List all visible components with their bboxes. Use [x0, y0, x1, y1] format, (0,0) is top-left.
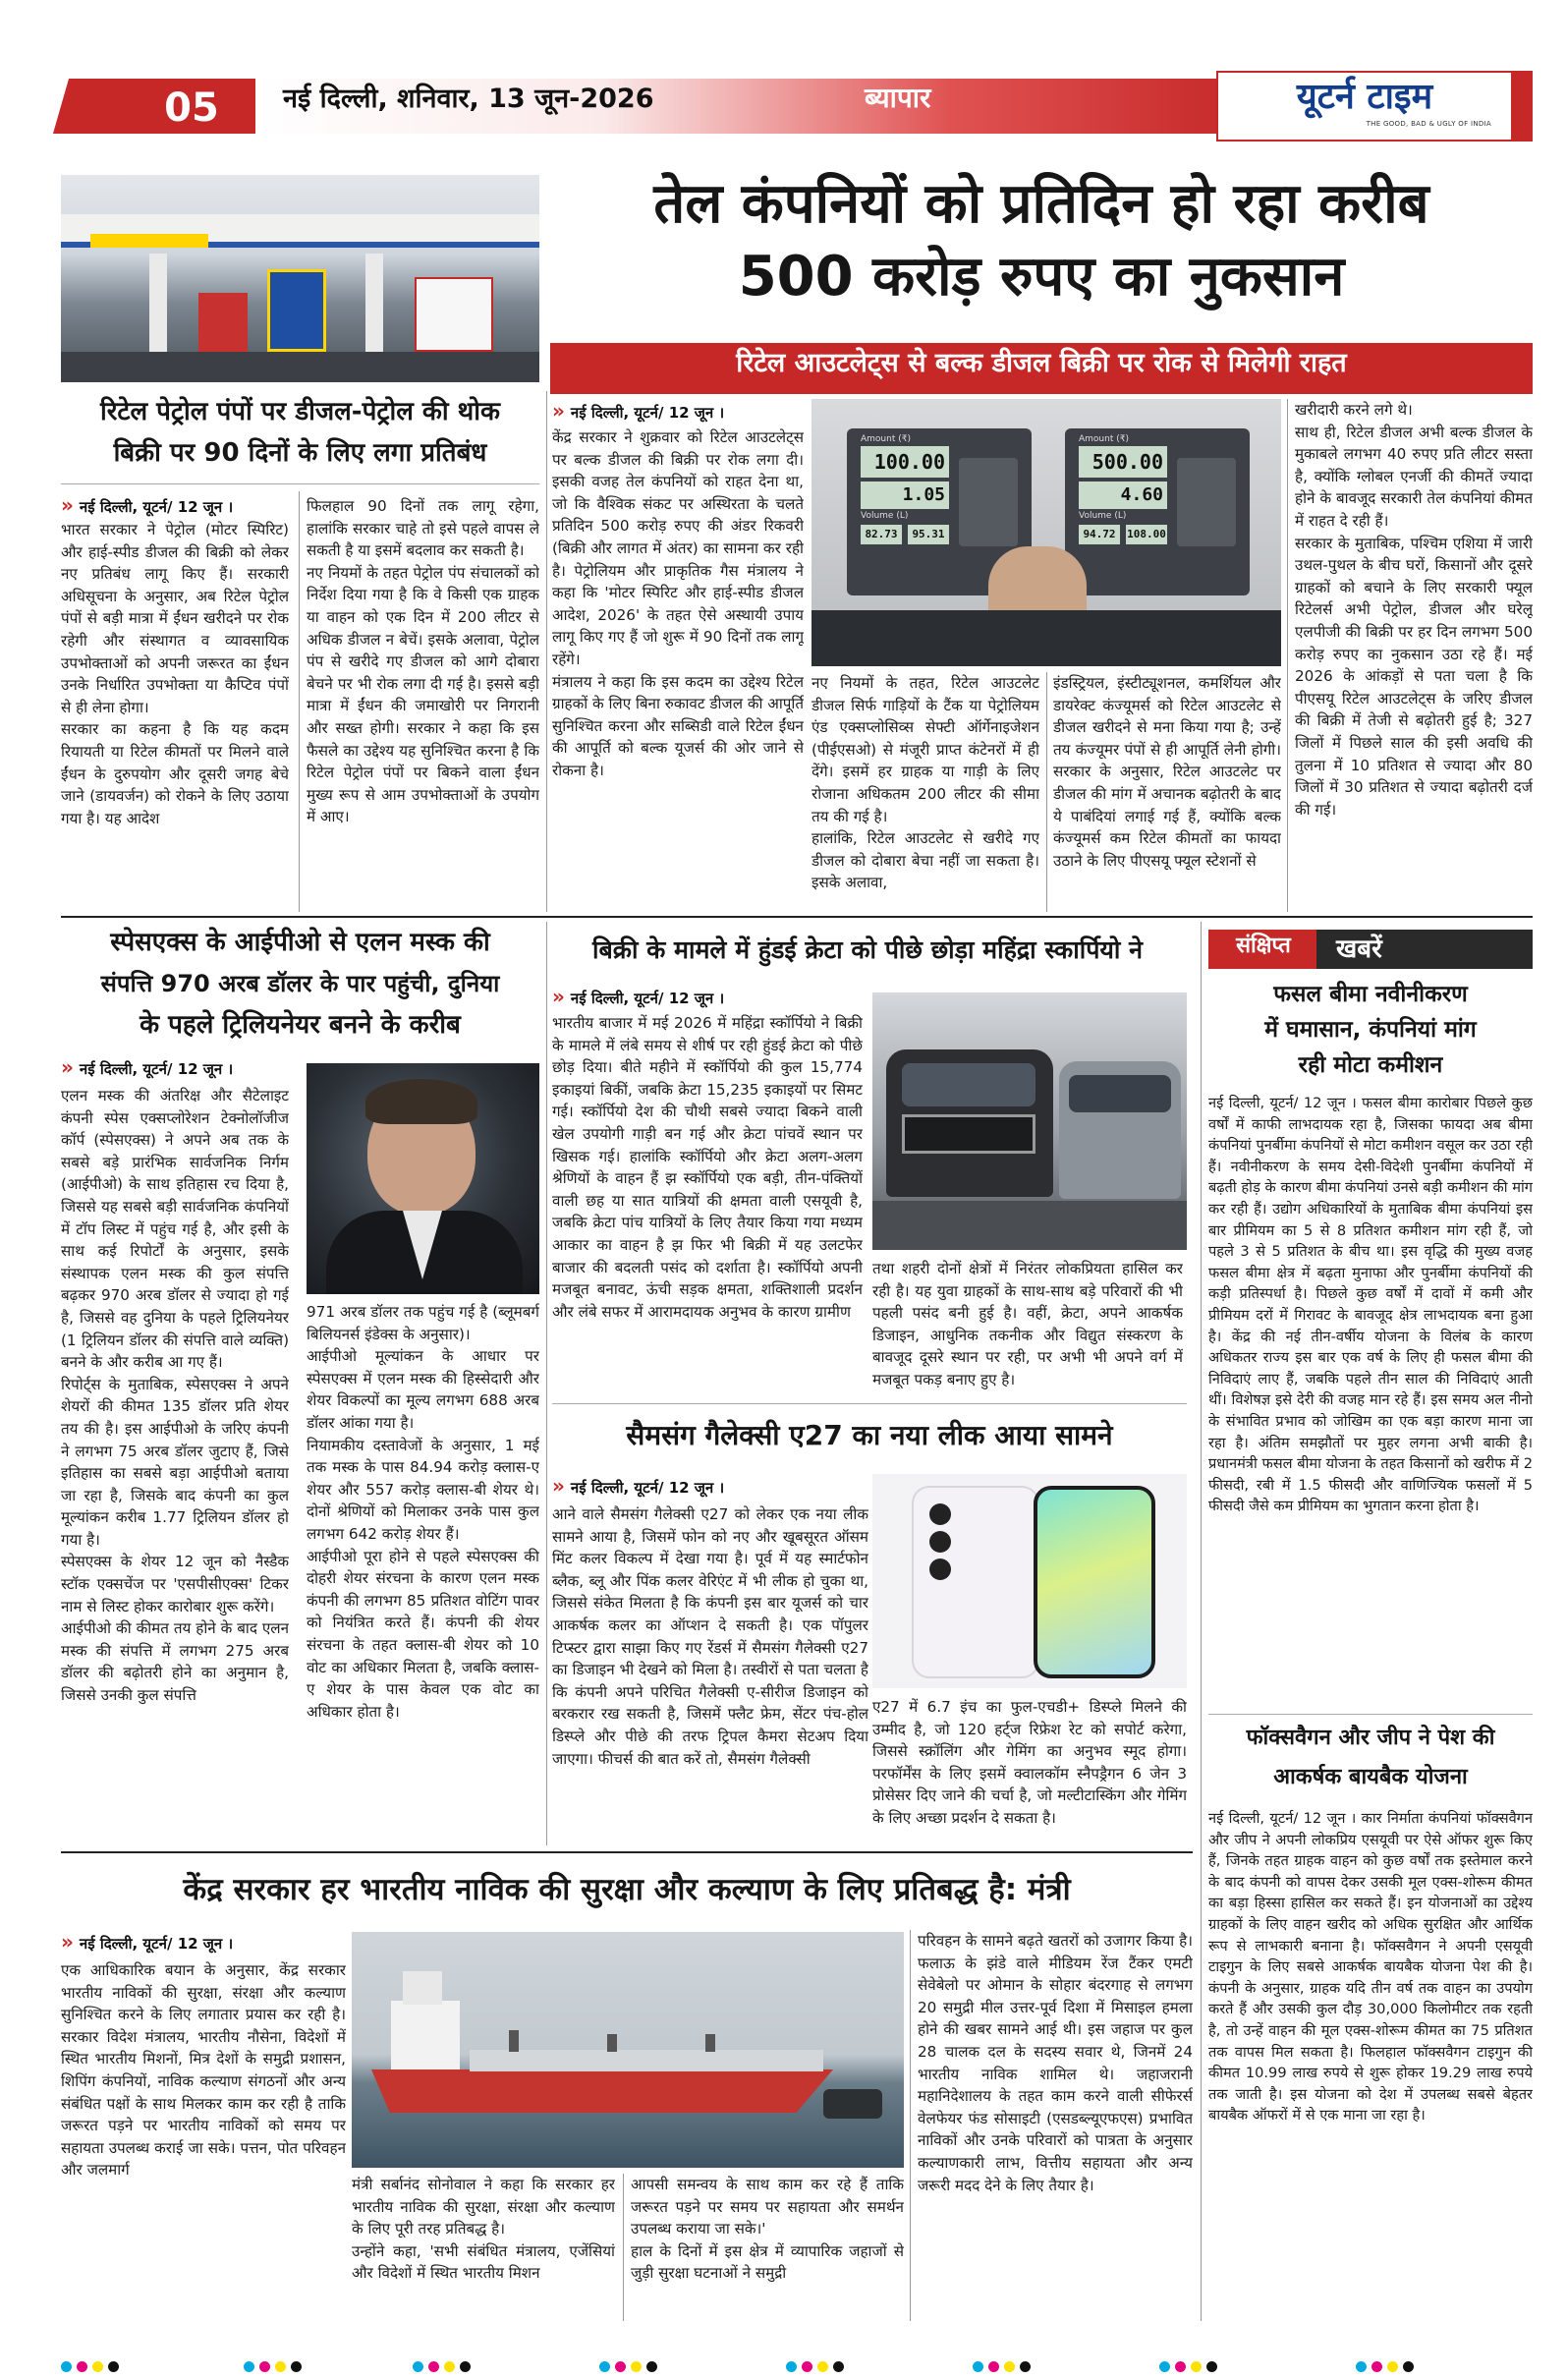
lead-col4: खरीदारी करने लगे थे। साथ ही, रिटेल डीजल अभी बल्क डीजल के मुकाबले लगभग 40 रुपए प्रति लीटर सस्ता है, क्योंकि ग्लोबल एनर्जी की कीमतें ज्यादा होने के बावजूद सरकारी तेल कंपनियां कीमत में राहत दे रही हैं। सरकार के मुताबिक, पश्चिम एशिया में जारी उथल-पुथल के बीच घरों, किसानों और दूसरे ग्राहकों को बचाने के लिए सरकारी फ्यूल रिटेलर्स अभी पेट्रोल, डीजल और घरेलू एलपीजी की बिक्री पर हर दिन लगभग 500 करोड़ रुपए का नुकसान उठा रहे हैं। मई 2026 के आंकड़ों से पता चला है कि पीएसयू रिटेल आउटलेट्स के जरिए डीजल की बिक्री में तेजी से बढ़ोतरी हुई है; 327 जिलों में पिछले साल की इसी अवधि की तुलना में 10 प्रतिशत से ज्यादा और 80 जिलों में 30 प्रतिशत से ज्यादा बढ़ोतरी दर्ज की गई। — [1295, 401, 1533, 819]
mahindra-headline: बिक्री के मामले में हुंडई क्रेटा को पीछे छोड़ा महिंद्रा स्कार्पियो ने — [592, 935, 1143, 964]
left-amount-label: Amount (₹) — [861, 434, 911, 444]
lead-headline-2: 500 करोड़ रुपए का नुकसान — [738, 245, 1345, 309]
pump-col2: फिलहाल 90 दिनों तक लागू रहेगा, हालांकि सरकार चाहे तो इसे पहले वापस ले सकती है या इसमें बदलाव कर सकती है। नए नियमों के तहत पेट्रोल पंप संचालकों को निर्देश दिया गया है कि वे किसी एक ग्राहक या वाहन को एक दिन में 200 लीटर से अधिक डीजल न बेचें। इसके अलावा, पेट्रोल पंप से खरीदे गए डीजल को आगे दोबारा बेचने पर भी रोक लगा दी गई है। इससे बड़ी मात्रा में ईंधन की जमाखोरी पर निगरानी और सख्त होगी। सरकार ने कहा कि इस फैसले का उद्देश्य यह सुनिश्चित करना है कि रिटेल पेट्रोल पंपों पर बिकने वाला ईंधन मुख्य रूप से आम उपभोक्ताओं के उपयोग में आए। — [307, 497, 539, 826]
pump-headline-2: बिक्री पर 90 दिनों के लिए लगा प्रतिबंध — [113, 438, 487, 468]
brief-item1-headline-1: फसल बीमा नवीनीकरण — [1273, 982, 1468, 1007]
samsung-headline: सैमसंग गैलेक्सी ए27 का नया लीक आया सामने — [626, 1419, 1113, 1451]
spacex-headline-3: के पहले ट्रिलियनेयर बनने के करीब — [140, 1010, 461, 1040]
elon-musk-photo — [307, 1063, 539, 1294]
lead-subhead: रिटेल आउटलेट्स से बल्क डीजल बिक्री पर रोक से मिलेगी राहत — [736, 348, 1347, 378]
registration-marks-1 — [61, 2361, 119, 2372]
lead-col1: केंद्र सरकार ने शुक्रवार को रिटेल आउटलेट्स पर बल्क डीजल की बिक्री पर रोक लगा दी। इसकी वजह तेल कंपनियों को राहत देना था, जो कि वैश्विक संकट पर अस्थिरता के चलते प्रतिदिन 500 करोड़ रुपए की अंडर रिकवरी (बिक्री और लागत में अंतर) का सामना कर रही है। पेट्रोलियम और प्राकृतिक गैस मंत्रालय ने कहा कि 'मोटर स्पिरिट और हाई-स्पीड डीजल आदेश, 2026' के तहत ऐसे अस्थायी उपाय लागू किए गए हैं जो शुरू में 90 दिनों तक लागू रहेंगे। मंत्रालय ने कहा कि इस कदम का उद्देश्य रिटेल ग्राहकों के लिए बिना रुकावट डीजल की आपूर्ति सुनिश्चित करना और सब्सिडी वाले रिटेल ईंधन की आपूर्ति को बल्क यूजर्स की ओर जाने से रोकना है। — [552, 428, 804, 779]
registration-marks-4 — [599, 2361, 657, 2372]
registration-marks-7 — [1159, 2361, 1217, 2372]
lead-headline-1: तेल कंपनियों को प्रतिदिन हो रहा करीब — [653, 172, 1429, 236]
spacex-headline-1: स्पेसएक्स के आईपीओ से एलन मस्क की — [110, 928, 490, 957]
navy-col1: एक आधिकारिक बयान के अनुसार, केंद्र सरकार भारतीय नाविकों की सुरक्षा, संरक्षा और कल्याण सुनिश्चित करने के लिए लगातार प्रयास कर रही है। सरकार विदेश मंत्रालय, भारतीय नौसेना, विदेशों में स्थित भारतीय मिशनों, मित्र देशों के समुद्री प्रशासन, शिपिंग कंपनियों, नाविक कल्याण संगठनों और अन्य संबंधित पक्षों के साथ मिलकर काम कर रही है ताकि जरूरत पड़ने पर भारतीय नाविकों को समय पर सहायता उपलब्ध कराई जा सके। पत्तन, पोत परिवहन और जलमार्ग — [61, 1961, 346, 2180]
navy-col4: परिवहन के सामने बढ़ते खतरों को उजागर किया है। फलाऊ के झंडे वाले मीडियम रेंज टैंकर एमटी सेवेबेलो पर ओमान के सोहार बंदरगाह से लगभग 20 समुद्री मील उत्तर-पूर्व दिशा में मिसाइल हमला होने की खबर सामने आई थी। इस जहाज पर कुल 28 चालक दल के सदस्य सवार थे, जिनमें 24 भारतीय नाविक शामिल थे। जहाजरानी महानिदेशालय के तहत काम करने वाली सीफेरर्स वेलफेयर फंड सोसाइटी (एसडब्ल्यूएफएस) प्रभावित नाविकों और उनके परिवारों को पात्रता के अनुसार कल्याणकारी लाभ, वित्तीय सहायता और अन्य जरूरी मदद देने के लिए तैयार है। — [918, 1932, 1193, 2194]
spacex-headline-2: संपत्ति 970 अरब डॉलर के पार पहुंची, दुनिया — [100, 970, 500, 997]
registration-marks-2 — [244, 2361, 302, 2372]
samsung-col1: आने वाले सैमसंग गैलेक्सी ए27 को लेकर एक नया लीक सामने आया है, जिसमें फोन को नए और खूबसूरत ऑसम मिंट कलर विकल्प में देखा गया है। पूर्व में यह स्मार्टफोन ब्लैक, ब्लू और पिंक कलर वेरिएंट में भी लीक हो चुका था, जिससे संकेत मिलता है कि कंपनी इस बार यूजर्स को चार आकर्षक कलर का ऑप्शन दे सकती है। एक पॉपुलर टिप्स्टर द्वारा साझा किए गए रेंडर्स में सैमसंग गैलेक्सी ए27 का डिजाइन भी देखने को मिला है। तस्वीरों से पता चलता है कि कंपनी अपने परिचित गैलेक्सी ए-सीरीज डिजाइन को बरकरार रख सकती है, जिसमें फ्लैट फ्रेम, सेंटर पंच-होल डिस्प्ले और पीछे की तरफ ट्रिपल कैमरा सेटअप दिया जाएगा। फीचर्स की बात करें तो, सैमसंग गैलेक्सी — [552, 1505, 868, 1768]
scorpio-creta-photo — [872, 992, 1187, 1250]
right-amount-label: Amount (₹) — [1079, 434, 1129, 444]
registration-marks-8 — [1356, 2361, 1414, 2372]
brief-label-1: संक्षिप्त — [1236, 934, 1291, 958]
mahindra-col1: भारतीय बाजार में मई 2026 में महिंद्रा स्कॉर्पियो ने बिक्री के मामले में लंबे समय से शीर्ष पर रही हुंडई क्रेटा को पीछे छोड़ दिया। बीते महीने में स्कॉर्पियो की कुल 15,774 इकाइयां बिकीं, जबकि क्रेटा 15,235 इकाइयों पर सिमट गई। स्कॉर्पियो देश की चौथी सबसे ज्यादा बिकने वाली खेल उपयोगी गाड़ी बन गई और क्रेटा पांचवें स्थान पर खिसक गई। हालांकि स्कॉर्पियो और क्रेटा अलग-अलग श्रेणियों के वाहन हैं झ स्कॉर्पियो एक बड़ी, तीन-पंक्तियों वाली छह या सात यात्रियों की क्षमता वाली एसयूवी है, जबकि क्रेटा पांच यात्रियों के लिए तैयार किया गया मध्यम आकार का वाहन है झ फिर भी बिक्री में यह उलटफेर बाजार की बदलती पसंद को दर्शाता है। स्कॉर्पियो अपनी मजबूत बनावट, ऊंची सड़क क्षमता, शक्तिशाली प्रदर्शन और लंबे सफर में आरामदायक अनुभव के कारण ग्रामीण — [552, 1014, 863, 1321]
brief-item2-body: नई दिल्ली, यूटर्न/ 12 जून । कार निर्माता कंपनियां फॉक्सवैगन और जीप ने अपनी लोकप्रिय एसयूवी पर ऐसे ऑफर शुरू किए हैं, जिनके तहत ग्राहक वाहन को कुछ वर्षों तक इस्तेमाल करने के बाद कंपनी को वापस देकर उसकी मूल एक्स-शोरूम कीमत का बड़ा हिस्सा हासिल कर सकते हैं। इन योजनाओं का उद्देश्य ग्राहकों के लिए वाहन खरीद को अधिक सुरक्षित और आर्थिक रूप से लाभकारी बनाना है। फॉक्सवैगन ने अपनी एसयूवी टाइगुन के लिए सबसे आकर्षक बायबैक योजना पेश की है। कंपनी के अनुसार, ग्राहक यदि तीन वर्ष तक वाहन का उपयोग करते हैं और उसकी कुल दौड़ 30,000 किलोमीटर तक रहती है, तो उन्हें वाहन की मूल एक्स-शोरूम कीमत का 75 प्रतिशत तक वापस मिल सकता है। फिलहाल फॉक्सवैगन टाइगुन की कीमत 10.99 लाख रुपये से शुरू होकर 19.29 लाख रुपये तक जाती है। इस योजना को देश में उपलब्ध सबसे बेहतर बायबैक ऑफरों में से एक माना जा रहा है। — [1208, 1810, 1533, 2125]
lead-dateline: » नई दिल्ली, यूटर्न/ 12 जून । — [552, 399, 725, 423]
brief-item1-body: नई दिल्ली, यूटर्न/ 12 जून । फसल बीमा कारोबार पिछले कुछ वर्षों में काफी लाभदायक रहा है, जिसका फायदा अब बीमा कंपनियां पुनर्बीमा कंपनियों से मोटा कमीशन वसूल कर उठा रही हैं। नवीनीकरण के समय देसी-विदेशी पुनर्बीमा कंपनियों में बढ़ती होड़ के कारण बीमा कंपनियां उनसे बड़ी कमीशन की मांग कर रही हैं। उद्योग अधिकारियों के मुताबिक बीमा कंपनियां इस बार प्रीमियम का 5 से 8 प्रतिशत कमीशन मांग रही हैं, जो पहले 3 से 5 प्रतिशत के बीच था। इस वृद्धि की मुख्य वजह फसल बीमा क्षेत्र में बढ़ता मुनाफा और पुनर्बीमा कंपनियों की कड़ी प्रतिस्पर्धा है। पिछले कुछ वर्षों में दावों में कमी और प्रीमियम दरों में गिरावट के बावजूद क्षेत्र लाभदायक बना हुआ है। केंद्र की नई तीन-वर्षीय योजना के विलंब के कारण अधिकतर राज्य इस बार एक वर्ष के लिए ही फसल बीमा की निविदाएं लाए हैं, जबकि पहले तीन साल की निविदाएं आती थीं। विशेषज्ञ इसे देरी की वजह मान रहे हैं। इस समय अल नीनो के संभावित प्रभाव को जोखिम का एक बड़ा कारण माना जा रहा है। अंतिम समझौतों पर मुहर लगना अभी बाकी है। प्रधानमंत्री फसल बीमा योजना के तहत किसानों को खरीफ में 2 फीसदी, रबी में 1.5 फीसदी और वाणिज्यिक फसलों में 5 फीसदी जैसे कम प्रीमियम का भुगतान करना होता है। — [1208, 1095, 1533, 1515]
logo-box — [1216, 71, 1513, 142]
right-price: 94.72 — [1079, 525, 1120, 544]
samsung-col2: ए27 में 6.7 इंच का फुल-एचडी+ डिस्प्ले मिलने की उम्मीद है, जो 120 हर्ट्ज रिफ्रेश रेट को सपोर्ट करेगा, जिससे स्क्रॉलिंग और गेमिंग का अनुभव स्मूद होगा। परफॉर्मेंस के लिए इसमें क्वालकॉम स्नैपड्रैगन 6 जेन 3 प्रोसेसर दिए जाने की चर्चा है, जो मल्टीटास्किंग और गेमिंग के लिए अच्छा प्रदर्शन दे सकता है। — [872, 1698, 1187, 1827]
right-amount: 500.00 — [1079, 446, 1167, 478]
section-name: ब्यापार — [865, 82, 931, 114]
brief-item2-headline-2: आकर्षक बायबैक योजना — [1273, 1765, 1468, 1789]
mahindra-col2: तथा शहरी दोनों क्षेत्रों में निरंतर लोकप्रियता हासिल कर रही है। यह युवा ग्राहकों के साथ-साथ बड़े परिवारों की भी पहली पसंद बनी हुई है। वहीं, क्रेटा, अपने आकर्षक डिजाइन, आधुनिक तकनीक और विद्युत संस्करण के बावजूद दूसरे स्थान पर रही, पर अभी भी अपने वर्ग में मजबूत पकड़ बनाए हुए है। — [872, 1260, 1183, 1388]
left-sub: 95.31 — [908, 525, 949, 544]
right-volume: 4.60 — [1079, 482, 1167, 509]
navy-dateline: » नई दिल्ली, यूटर्न/ 12 जून । — [61, 1930, 234, 1954]
brief-item1-headline-2: में घमासान, कंपनियां मांग — [1264, 1017, 1477, 1043]
registration-marks-5 — [786, 2361, 844, 2372]
page-dateline: नई दिल्ली, शनिवार, 13 जून-2026 — [283, 84, 654, 114]
brief-item1-headline-3: रही मोटा कमीशन — [1298, 1052, 1443, 1078]
spacex-col2: 971 अरब डॉलर तक पहुंच गई है (ब्लूमबर्ग बिलियनर्स इंडेक्स के अनुसार)। आईपीओ मूल्यांकन के आधार पर स्पेसएक्स में एलन मस्क की हिस्सेदारी और शेयर विकल्पों का मूल्य लगभग 688 अरब डॉलर आंका गया है। नियामकीय दस्तावेजों के अनुसार, 1 मई तक मस्क के पास 84.94 करोड़ क्लास-ए शेयर और 557 करोड़ क्लास-बी शेयर थे। दोनों श्रेणियों को मिलाकर उनके पास कुल लगभग 642 करोड़ शेयर हैं। आईपीओ पूरा होने से पहले स्पेसएक्स की दोहरी शेयर संरचना के कारण एलन मस्क कंपनी की लगभग 85 प्रतिशत वोटिंग पावर को नियंत्रित करते हैं। कंपनी की शेयर संरचना के तहत क्लास-बी शेयर को 10 वोट का अधिकार मिलता है, जबकि क्लास-ए शेयर के पास केवल एक वोट का अधिकार होता है। — [307, 1303, 539, 1721]
petrol-pump-photo — [61, 175, 539, 382]
navy-col2: मंत्री सर्बानंद सोनोवाल ने कहा कि सरकार हर भारतीय नाविक की सुरक्षा, संरक्षा और कल्याण के लिए पूरी तरह प्रतिबद्ध है। उन्होंने कहा, 'सभी संबंधित मंत्रालय, एजेंसियां और विदेशों में स्थित भारतीय मिशन — [352, 2176, 615, 2283]
pump-col1: भारत सरकार ने पेट्रोल (मोटर स्पिरिट) और हाई-स्पीड डीजल की बिक्री को लेकर नए प्रतिबंध लागू किए हैं। सरकारी अधिसूचना के अनुसार, अब रिटेल पेट्रोल पंपों से बड़ी मात्रा में ईंधन खरीदने पर रोक रहेगी और संस्थागत व व्यावसायिक उपभोक्ताओं को अपनी जरूरत का ईंधन उनके निर्धारित उपभोक्ता या कैप्टिव पंपों से ही लेना होगा। सरकार का कहना है कि यह कदम रियायती या रिटेल कीमतों पर मिलने वाले ईंधन के दुरुपयोग और दूसरी जगह बेचे जाने (डायवर्जन) को रोकने के लिए उठाया गया है। यह आदेश — [61, 521, 289, 827]
logo: यूटर्न टाइम — [1296, 76, 1433, 117]
galaxy-a27-photo — [872, 1474, 1187, 1688]
pump-dateline: » नई दिल्ली, यूटर्न/ 12 जून । — [61, 493, 234, 517]
brief-item2-headline-1: फॉक्सवैगन और जीप ने पेश की — [1246, 1726, 1495, 1750]
pump-headline-1: रिटेल पेट्रोल पंपों पर डीजल-पेट्रोल की थोक — [100, 397, 500, 426]
tagline: THE GOOD, BAD & UGLY OF INDIA — [1366, 120, 1491, 128]
registration-marks-6 — [973, 2361, 1031, 2372]
tanker-ship-photo — [352, 1932, 904, 2168]
left-amount: 100.00 — [861, 446, 949, 478]
masthead — [0, 0, 1567, 147]
navy-col3: आपसी समन्वय के साथ काम कर रहे हैं ताकि जरूरत पड़ने पर समय पर सहायता और समर्थन उपलब्ध कराया जा सके।' हाल के दिनों में इस क्षेत्र में व्यापारिक जहाजों से जुड़ी सुरक्षा घटनाओं ने समुद्री — [631, 2176, 904, 2283]
page-number: 05 — [164, 85, 219, 131]
brief-label-2: खबरें — [1336, 935, 1382, 964]
navy-headline: केंद्र सरकार हर भारतीय नाविक की सुरक्षा और कल्याण के लिए प्रतिबद्ध है: मंत्री — [183, 1872, 1071, 1907]
left-volume: 1.05 — [861, 482, 949, 509]
right-sub: 108.00 — [1126, 525, 1167, 544]
left-volume-label: Volume (L) — [861, 511, 909, 521]
left-price: 82.73 — [861, 525, 902, 544]
spacex-dateline: » नई दिल्ली, यूटर्न/ 12 जून । — [61, 1055, 234, 1079]
fuel-dispenser-photo — [811, 399, 1281, 666]
lead-col3: इंडस्ट्रियल, इंस्टीट्यूशनल, कमर्शियल और डायरेक्ट कंज्यूमर्स को रिटेल आउटलेट से डीजल खरीदने से मना किया गया है; उन्हें तय कंज्यूमर पंपों से ही आपूर्ति लेनी होगी। सरकार के अनुसार, रिटेल आउटलेट पर डीजल की मांग में अचानक बढ़ोतरी के बाद ये पाबंदियां लगाई गई हैं, क्योंकि बल्क कंज्यूमर्स कम रिटेल कीमतों का फायदा उठाने के लिए पीएसयू फ्यूल स्टेशनों से — [1053, 674, 1281, 870]
lead-col2: नए नियमों के तहत, रिटेल आउटलेट डीजल सिर्फ गाड़ियों के टैंक या पेट्रोलियम एंड एक्सप्लोसिव्स सेफ्टी ऑर्गेनाइजेशन (पीईएसओ) से मंजूरी प्राप्त कंटेनरों में ही देंगे। इसमें हर ग्राहक या गाड़ी के लिए रोजाना अधिकतम 200 लीटर की सीमा तय की गई है। हालांकि, रिटेल आउटलेट से खरीदे गए डीजल को दोबारा बेचा नहीं जा सकता है। इसके अलावा, — [811, 674, 1039, 892]
spacex-col1: एलन मस्क की अंतरिक्ष और सैटेलाइट कंपनी स्पेस एक्सप्लोरेशन टेक्नोलॉजीज कॉर्प (स्पेसएक्स) ने अपने अब तक के सबसे बड़े प्रारंभिक सार्वजनिक निर्गम (आईपीओ) के साथ इतिहास रच दिया है, जिससे यह सबसे बड़ी सार्वजनिक कंपनियों में टॉप लिस्ट में पहुंच गई है, और इसी के साथ कई रिपोर्टों के अनुसार, इसके संस्थापक एलन मस्क की कुल संपत्ति बढ़कर 970 अरब डॉलर से ज्यादा हो गई है, जिससे वह दुनिया के पहले ट्रिलियनेयर (1 ट्रिलियन डॉलर की संपत्ति वाले व्यक्ति) बनने के और करीब आ गए हैं। रिपोर्ट्स के मुताबिक, स्पेसएक्स ने अपने शेयरों की कीमत 135 डॉलर प्रति शेयर तय की है। इस आईपीओ के जरिए कंपनी ने लगभग 75 अरब डॉलर जुटाए हैं, जिसे इतिहास का सबसे बड़ा आईपीओ बताया जा रहा है, जिसके बाद कंपनी का कुल मूल्यांकन करीब 1.77 ट्रिलियन डॉलर हो गया है। स्पेसएक्स के शेयर 12 जून को नैस्डैक स्टॉक एक्सचेंज पर 'एसपीसीएक्स' टिकर नाम से लिस्ट होकर कारोबार शुरू करेंगे। आईपीओ की कीमत तय होने के बाद एलन मस्क की संपत्ति में लगभग 275 अरब डॉलर की बढ़ोतरी होने का अनुमान है, जिससे उनकी कुल संपत्ति — [61, 1087, 289, 1705]
right-volume-label: Volume (L) — [1079, 511, 1127, 521]
mahindra-dateline: » नई दिल्ली, यूटर्न/ 12 जून । — [552, 985, 725, 1008]
samsung-dateline: » नई दिल्ली, यूटर्न/ 12 जून । — [552, 1474, 725, 1498]
registration-marks-3 — [413, 2361, 471, 2372]
